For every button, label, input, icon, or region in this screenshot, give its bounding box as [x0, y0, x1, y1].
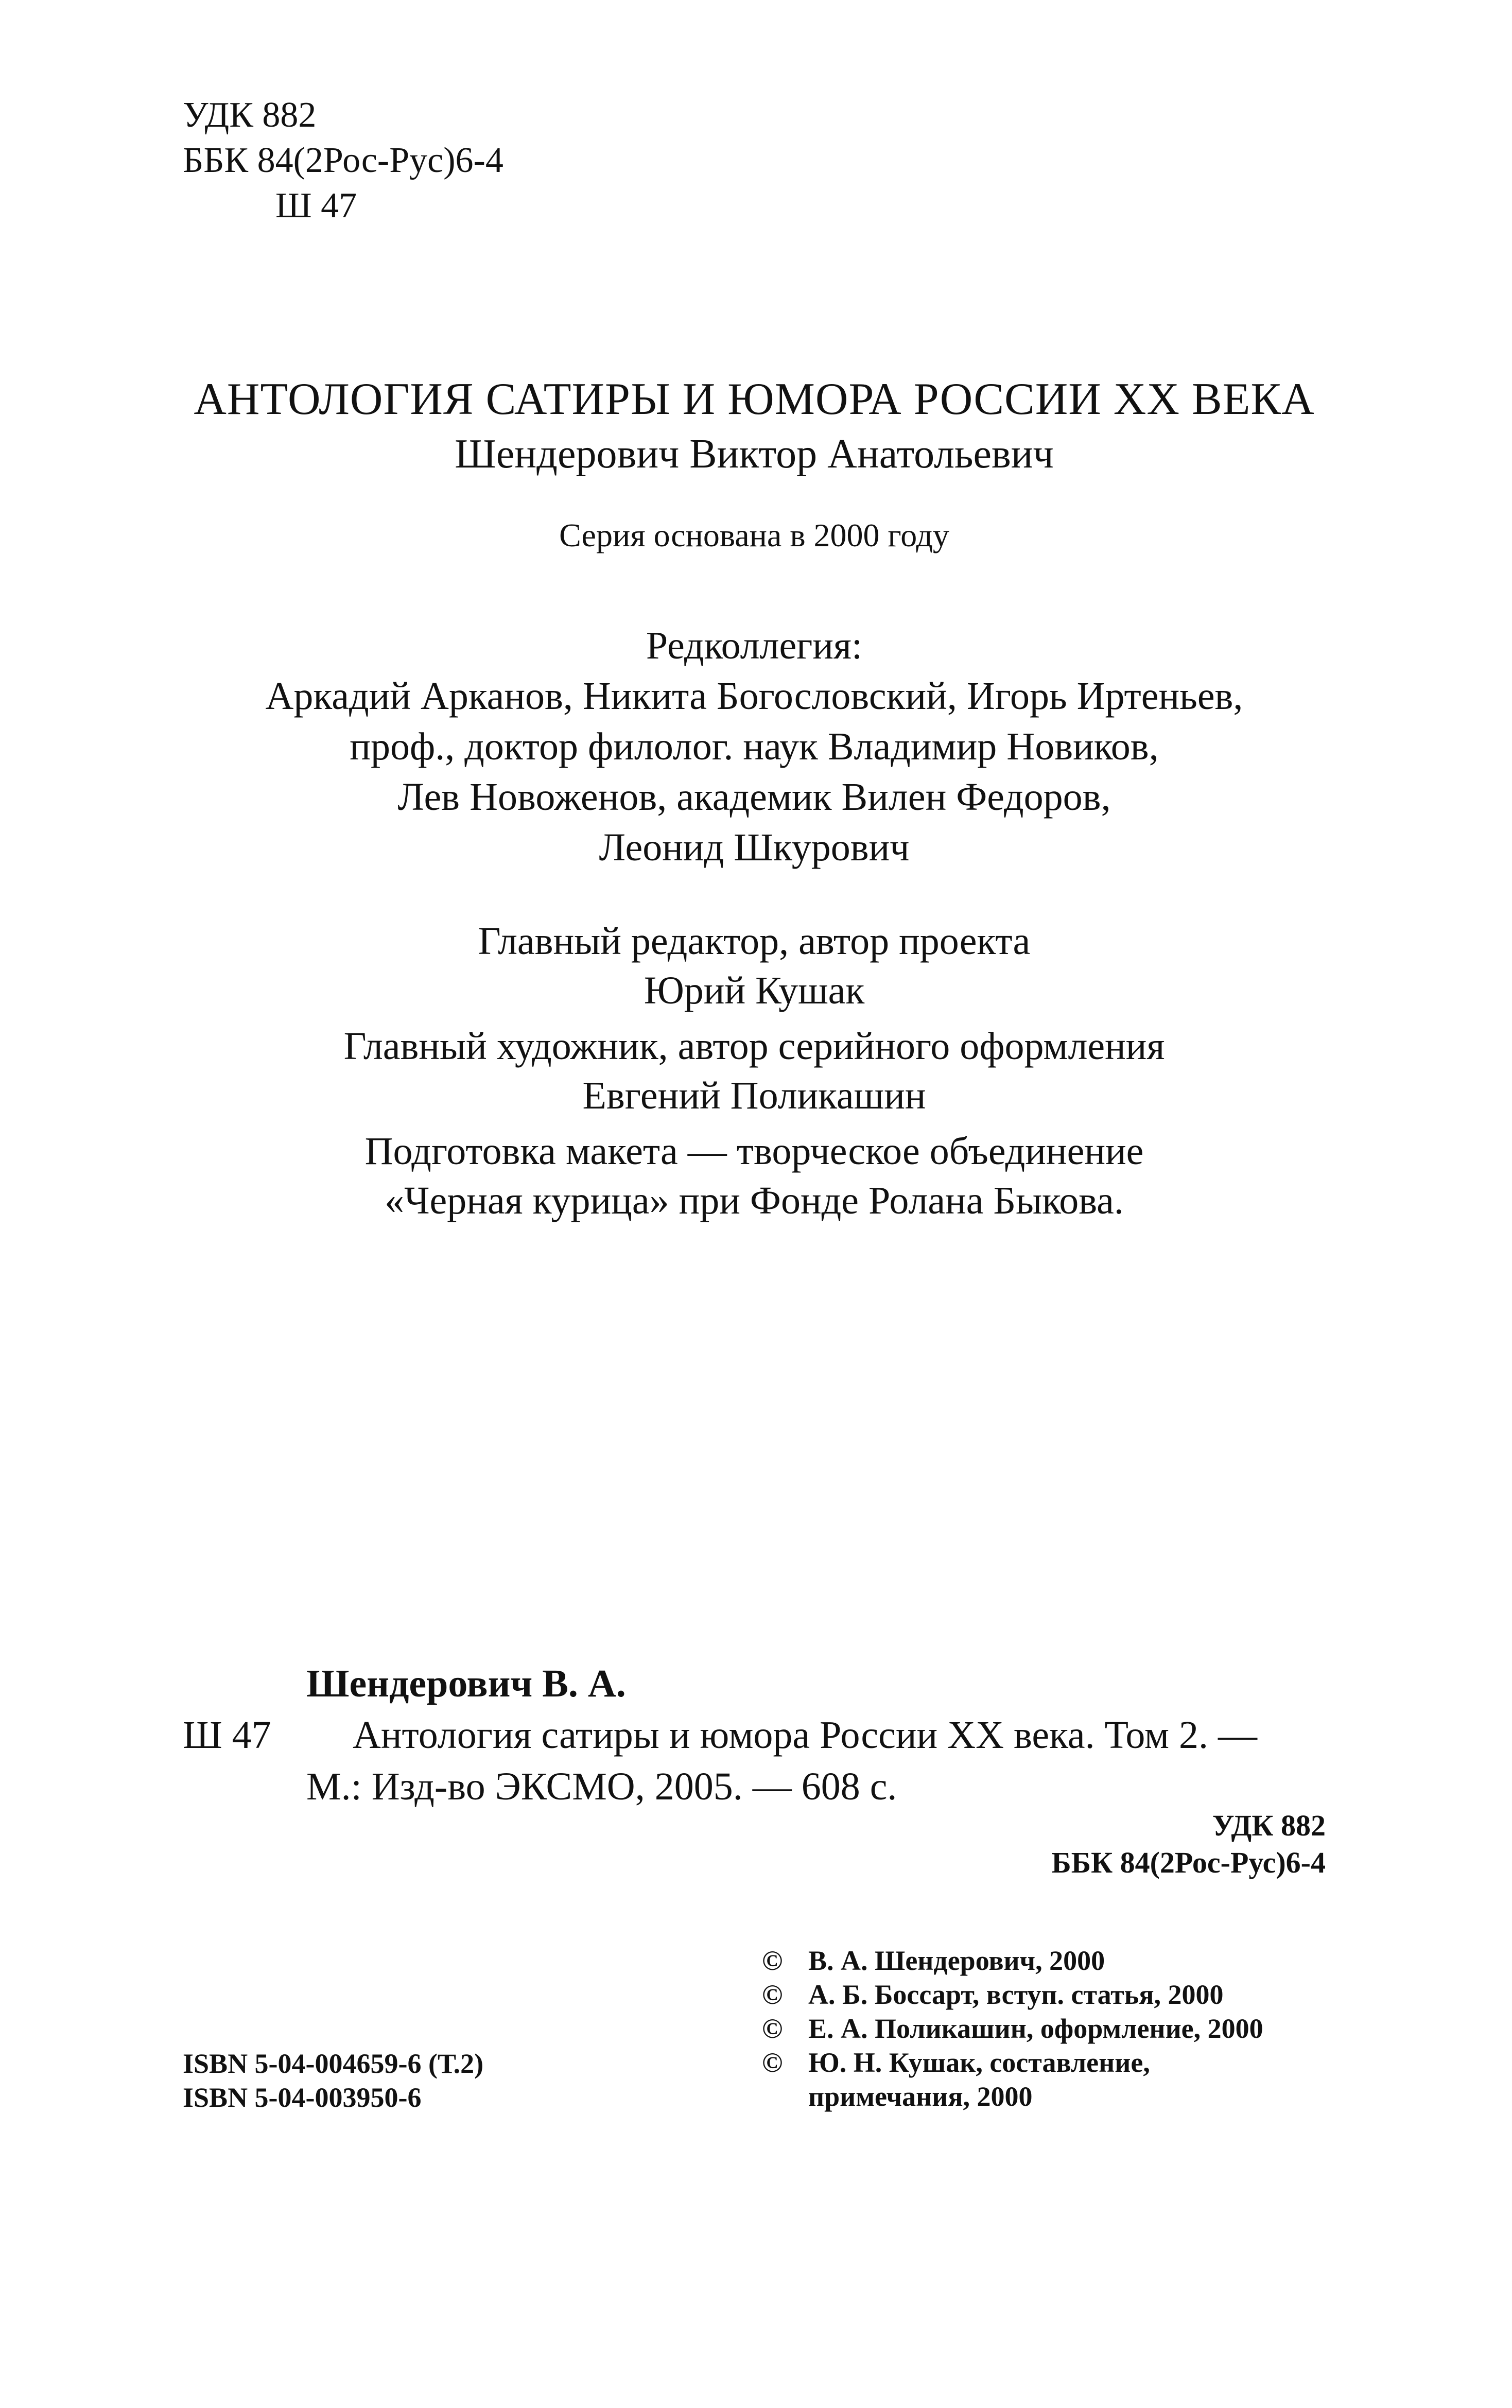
record-classification: [1051, 1807, 1326, 1881]
copyright-symbol: ©: [762, 1945, 783, 1976]
copyright-text: А. Б. Боссарт, вступ. статья, 2000: [808, 1979, 1224, 2010]
chief-editor-credit: [183, 916, 1326, 1015]
copyright-notice: [762, 1944, 1263, 1978]
editorial-board: [183, 620, 1326, 873]
record-cipher: Ш 47: [183, 1713, 271, 1757]
copyright-text: Ю. Н. Кушак, составление,: [808, 2047, 1150, 2078]
udk-code: УДК 882: [183, 95, 317, 135]
classification-codes: [183, 93, 503, 229]
layout-credit-line: Подготовка макета — творческое объединение: [364, 1130, 1144, 1173]
isbn-set: ISBN 5-04-003950-6: [183, 2082, 422, 2113]
copyright-notice: [762, 2012, 1263, 2046]
record-title: Антология сатиры и юмора России XX века. Том 2. —: [353, 1713, 1258, 1757]
editorial-board-line: Леонид Шкурович: [599, 826, 910, 869]
copyright-text: В. А. Шендерович, 2000: [808, 1945, 1105, 1976]
editorial-board-line: проф., доктор филолог. наук Владимир Новиков,: [350, 725, 1159, 768]
editorial-board-heading: Редколлегия:: [646, 624, 863, 667]
record-bbk: ББК 84(2Рос-Рус)6-4: [1051, 1846, 1326, 1879]
series-author: Шендерович Виктор Анатольевич: [455, 431, 1054, 477]
copyright-text-continued: примечания, 2000: [808, 2081, 1033, 2112]
chief-artist-role: Главный художник, автор серийного оформления: [343, 1025, 1165, 1068]
bbk-code: ББК 84(2Рос-Рус)6-4: [183, 141, 503, 180]
copyright-notices: [762, 1944, 1263, 2114]
author-cipher: Ш 47: [275, 186, 357, 226]
copyright-symbol: ©: [762, 2013, 783, 2044]
record-imprint: М.: Изд-во ЭКСМО, 2005. — 608 с.: [306, 1765, 897, 1808]
series-founded-note: Серия основана в 2000 году: [559, 517, 949, 553]
chief-editor-name: Юрий Кушак: [644, 969, 865, 1012]
copyright-notice: [762, 2046, 1263, 2080]
record-author: Шендерович В. А.: [306, 1662, 626, 1705]
bibliographic-record: [183, 1658, 1326, 1812]
chief-artist-name: Евгений Поликашин: [582, 1074, 926, 1117]
editorial-board-line: Аркадий Арканов, Никита Богословский, Игорь Иртеньев,: [265, 674, 1243, 718]
isbn-volume: ISBN 5-04-004659-6 (Т.2): [183, 2048, 484, 2079]
chief-editor-role: Главный редактор, автор проекта: [478, 920, 1031, 963]
layout-credit-line: «Черная курица» при Фонде Ролана Быкова.: [385, 1179, 1124, 1222]
record-udk: УДК 882: [1212, 1809, 1326, 1842]
editors-credits: [183, 916, 1326, 1232]
copyright-notice: [762, 1978, 1263, 2012]
chief-artist-credit: [183, 1021, 1326, 1120]
copyright-symbol: ©: [762, 1979, 783, 2010]
series-title: АНТОЛОГИЯ САТИРЫ И ЮМОРА РОССИИ XX ВЕКА: [194, 374, 1315, 424]
copyright-symbol: ©: [762, 2047, 783, 2078]
layout-credit: [183, 1127, 1326, 1225]
isbn-block: [183, 2047, 483, 2115]
editorial-board-line: Лев Новоженов, академик Вилен Федоров,: [397, 775, 1111, 819]
record-title-row: [183, 1709, 1326, 1761]
copyright-text: Е. А. Поликашин, оформление, 2000: [808, 2013, 1263, 2044]
